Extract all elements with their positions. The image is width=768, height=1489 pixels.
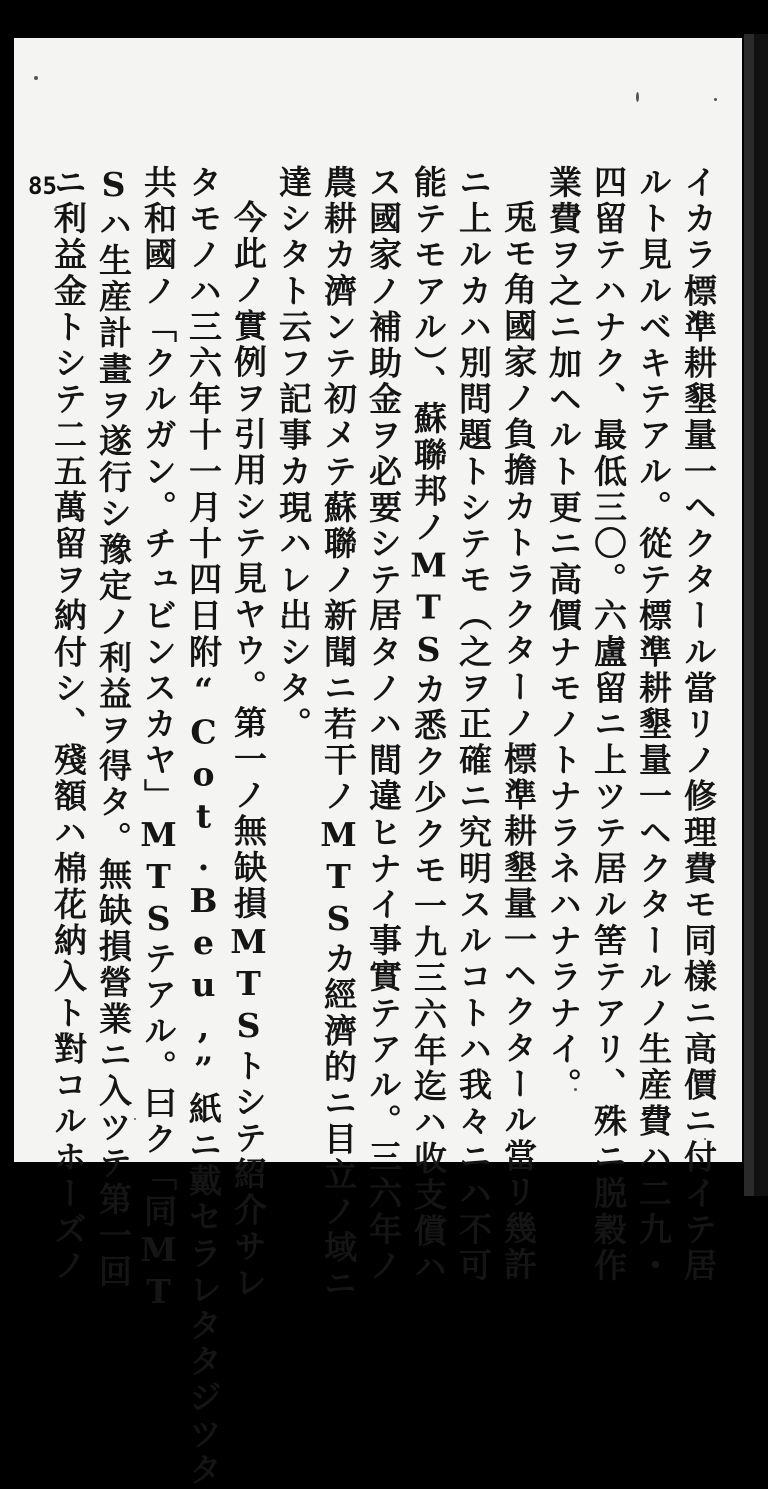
- text-column-8: ス國家ノ補助金ヲ必要シテ居タノハ間違ヒナイ事實テアル。三六年ノ: [364, 165, 403, 1285]
- text-column-5: 兎モ角國家ノ負擔カトラクターノ標準耕墾量一ヘクタール當リ幾許: [499, 200, 538, 1283]
- text-column-15: ニ利益金トシテ二五萬留ヲ納付シ、殘額ハ棉花納入ト對コルホーズノ: [49, 165, 88, 1285]
- text-column-13: 共和國ノ「クルガン。チュビンスカヤ」MTSテアル。曰ク「同MT: [139, 165, 178, 1315]
- text-column-14: Sハ生産計畫ヲ遂行シ豫定ノ利益ヲ得タ。無缺損營業ニ入ツテ第一回: [94, 165, 133, 1291]
- text-column-4: 業費ヲ之ニ加ヘルト更ニ高價ナモノトナラネハナラナイ。: [544, 165, 583, 1104]
- text-column-7: 能テモアル）、蘇聯邦ノMTSカ悉ク少クモ一九三六年迄ハ收支償ハ: [409, 165, 448, 1286]
- book-spine-shadow: [744, 34, 768, 1196]
- text-column-12: タモノハ三六年十一月十四日附“Cot.Beu,”紙ニ戴セラレタタジツタ: [184, 165, 223, 1489]
- text-column-3: 四留テハナク、最低三〇。六盧留ニ上ツテ居ル筈テアリ、殊ニ脱穀作: [589, 165, 628, 1285]
- page-number: 85: [28, 172, 57, 200]
- text-column-6: ニ上ルカハ別問題トシテモ（之ヲ正確ニ究明スルコトハ我々ニハ不可: [454, 165, 493, 1285]
- text-column-9: 農耕カ濟ンテ初メテ蘇聯ノ新聞ニ若干ノMTSカ經濟的ニ目立ノ域ニ: [319, 165, 358, 1303]
- text-column-11: 今此ノ實例ヲ引用シテ見ヤウ。第一ノ無缺損MTSトシテ紹介サレ: [229, 200, 268, 1301]
- text-column-10: 達シタト云フ記事カ現ハレ出シタ。: [274, 165, 313, 743]
- text-column-1: イカラ標準耕墾量一ヘクタール當リノ修理費モ同樣ニ高價ニ付イテ居: [679, 165, 718, 1285]
- text-column-2: ルト見ルベキテアル。從テ標準耕墾量一ヘクタールノ生産費ハ二九・: [634, 165, 673, 1285]
